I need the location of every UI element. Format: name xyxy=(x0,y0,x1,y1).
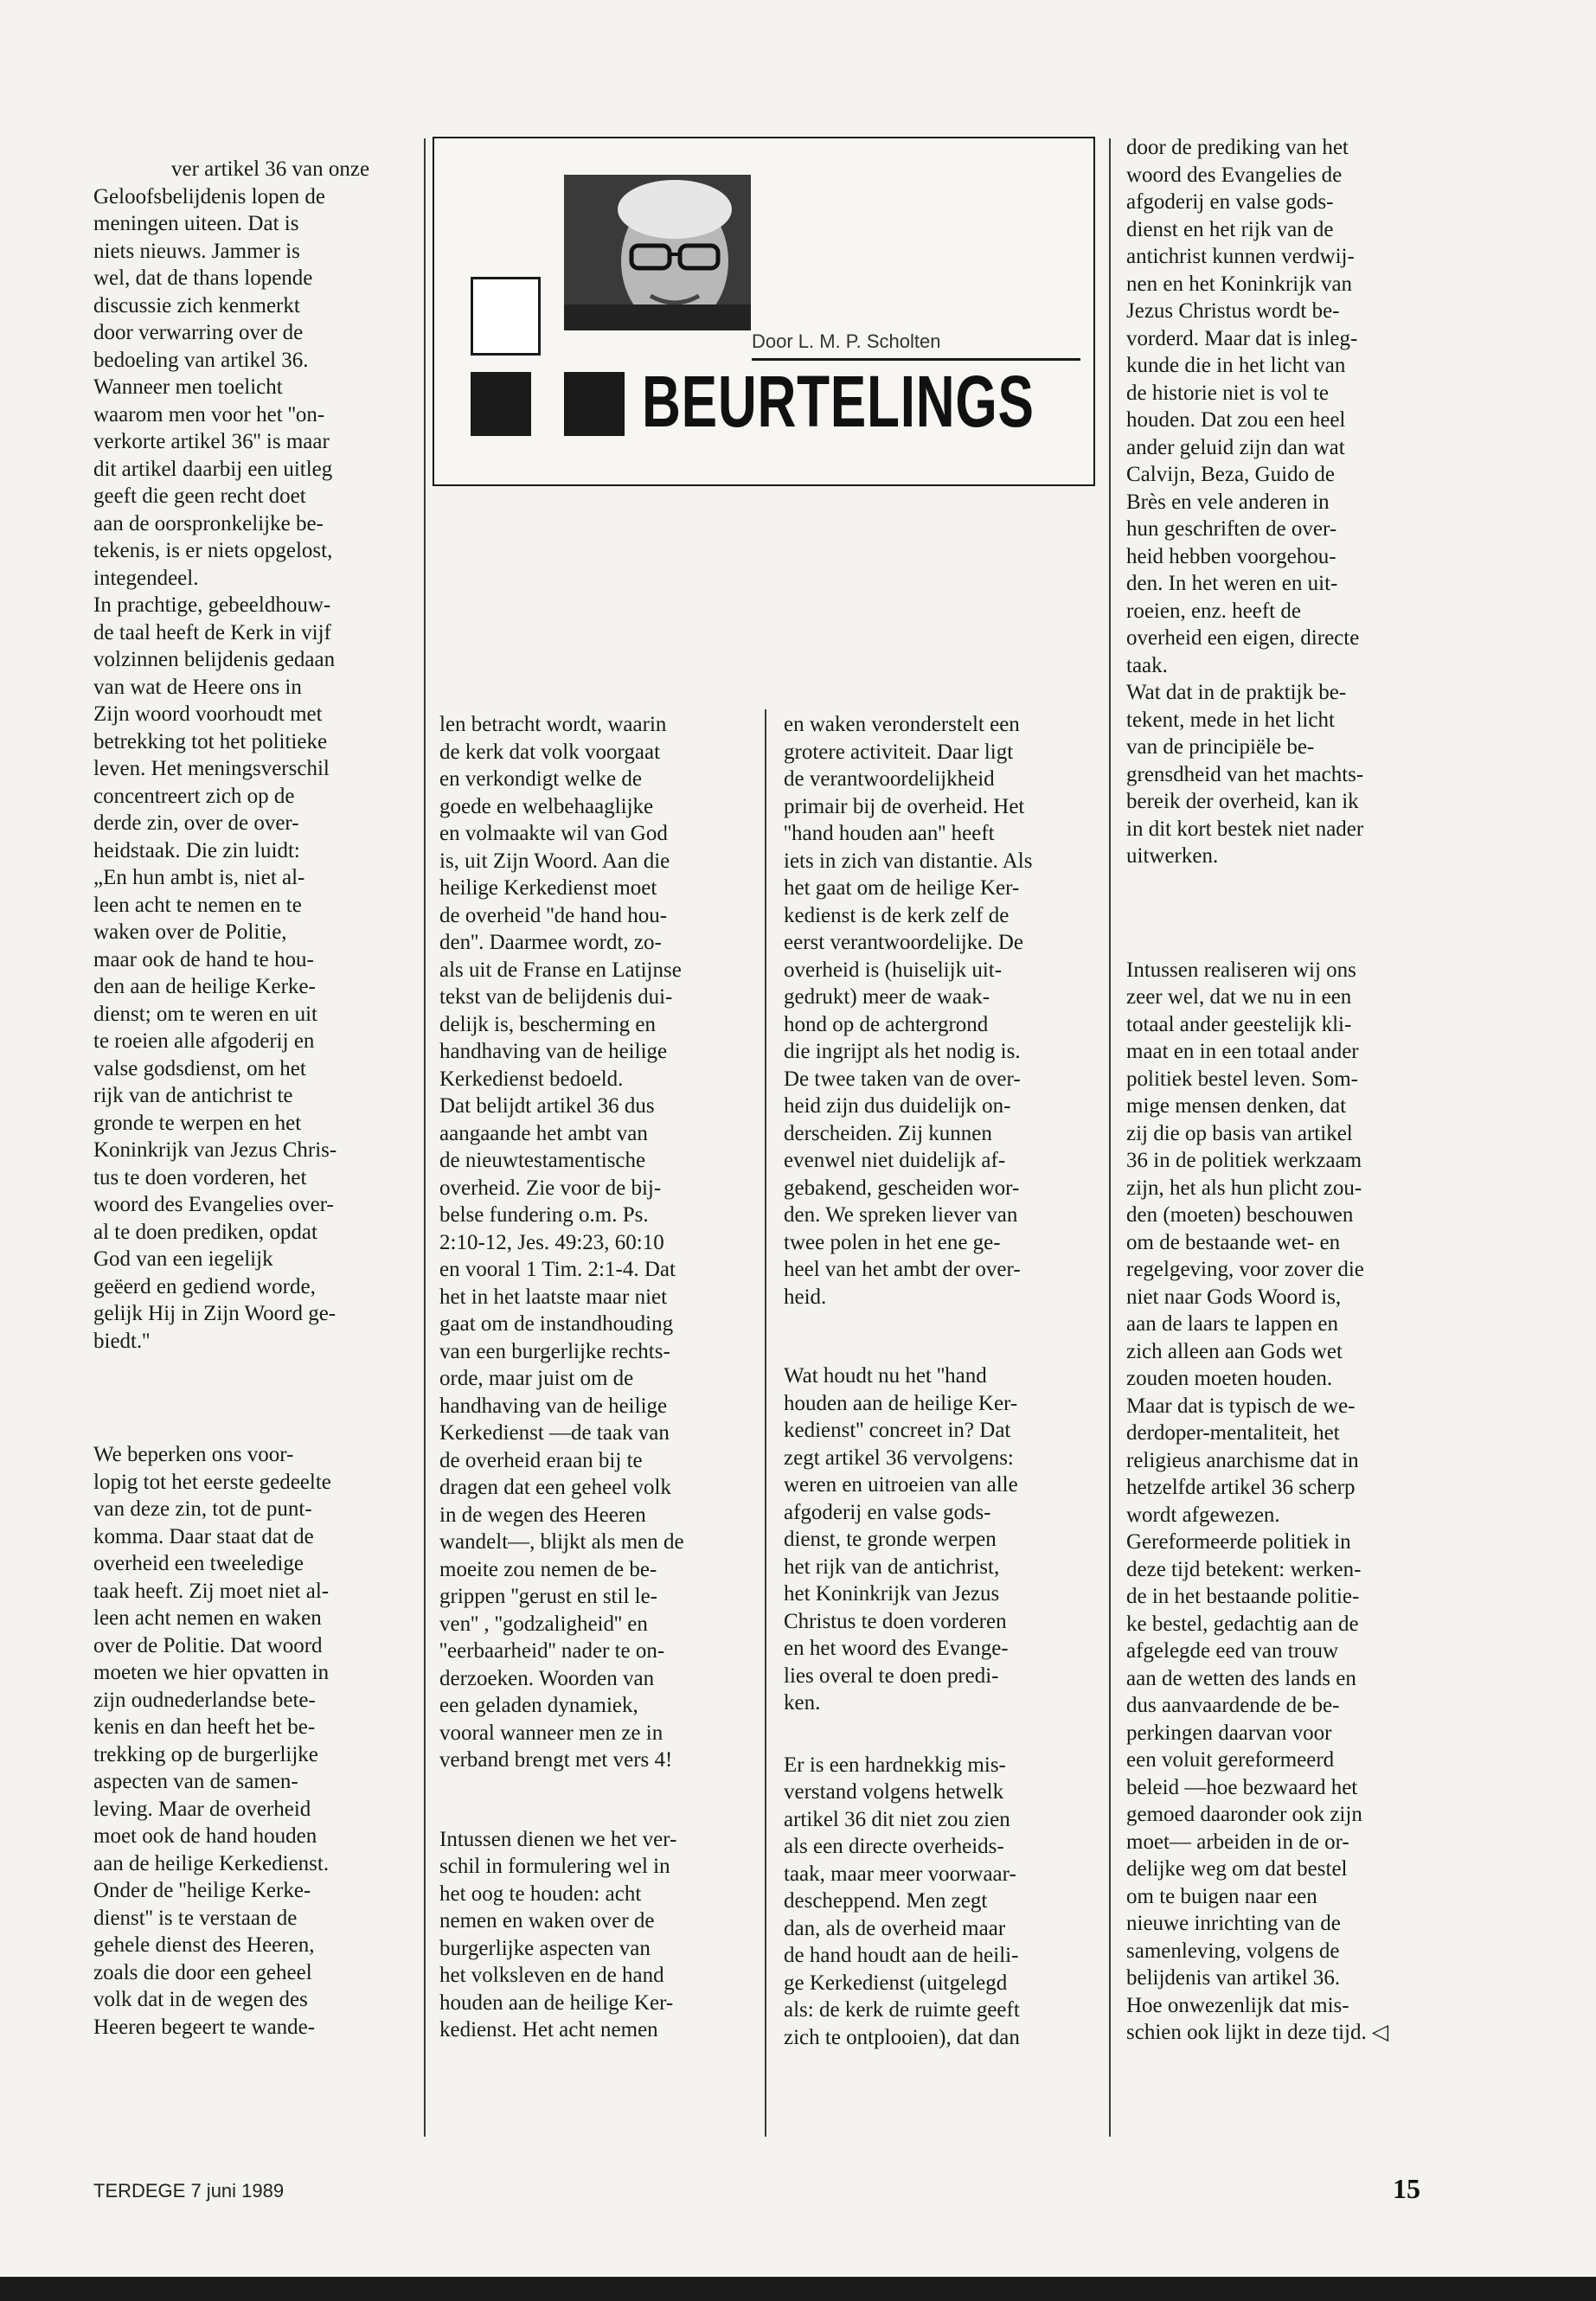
author-byline: Door L. M. P. Scholten xyxy=(752,330,941,352)
article-paragraph: len betracht wordt, waarin de kerk dat volk voorgaat en verkondigt welke de goede en welbehaaglijke en volmaakte wil van God is, uit Zijn Woord. Aan die heilige Kerkedienst moet de overheid ''de hand hou- den''. Daarmee wordt, zo- als uit de Franse en Latijnse tekst van de belijdenis dui- delijk is, bescherming en handhaving van de heilige Kerkedienst bedoeld. Dat belijdt artikel 36 dus aangaande het ambt van de nieuwtestamentische overheid. Zie voor de bij- belse fundering o.m. Ps. 2:10-12, Jes. 49:23, 60:10 en vooral 1 Tim. 2:1-4. Dat het in het laatste maar niet gaat om de instandhouding van een burgerlijke rechts- orde, maar juist om de handhaving van de heilige Kerkedienst —de taak van de overheid eraan bij te dragen dat een geheel volk in de wegen des Heeren wandelt—, blijkt als men de moeite zou nemen de be- grippen ''gerust en stil le- ven'' , ''godzaligheid'' en ''eerbaarheid'' nader te on- derzoeken. Woorden van een geladen dynamiek, vooral wanneer men ze in verband brengt met vers 4! xyxy=(439,713,684,1772)
article-paragraph: ver artikel 36 van onze Geloofsbelijdenis lopen de meningen uiteen. Dat is niets nieuws. Jammer is wel, dat de thans lopende discussie zich kenmerkt door verwarring over de bedoeling van artikel 36. Wanneer men toelicht waarom men voor het ''on- verkorte artikel 36'' is maar dit artikel daarbij een uitleg geeft die geen recht doet aan de oorspronkelijke be- tekenis, is er niets opgelost, integendeel. In prachtige, gebeeldhouw- de taal heeft de Kerk in vijf volzinnen belijdenis gedaan van wat de Heere ons in Zijn woord voorhoudt met betrekking tot het politieke leven. Het meningsverschil concentreert zich op de derde zin, over de over- heidstaak. Die zin luidt: „En hun ambt is, niet al- leen acht te nemen en te waken over de Politie, maar ook de hand te hou- den aan de heilige Kerke- dienst; om te weren en uit te roeien alle afgoderij en valse godsdienst, om het rijk van de antichrist te gronde te werpen en het Koninkrijk van Jezus Chris- tus te doen vorderen, het woord des Evangelies over- al te doen prediken, opdat God van een iegelijk geëerd en gediend worde, gelijk Hij in Zijn Woord ge- biedt.'' xyxy=(93,157,370,1353)
article-column-2 xyxy=(439,711,760,2044)
page-bottom-edge xyxy=(0,2277,1596,2301)
column-divider xyxy=(1109,138,1111,2137)
decorative-black-square xyxy=(471,372,531,436)
article-paragraph: Wat houdt nu het ''hand houden aan de heilige Ker- kedienst'' concreet in? Dat zegt artikel 36 vervolgens: weren en uitroeien van alle afgoderij en valse gods- dienst, te gronde werpen het rijk van de antichrist, het Koninkrijk van Jezus Christus te doen vorderen en het woord des Evange- lies overal te doen predi- ken. xyxy=(784,1364,1018,1715)
article-paragraph: en waken veronderstelt een grotere activiteit. Daar ligt de verantwoordelijkheid primair bij de overheid. Het ''hand houden aan'' heeft iets in zich van distantie. Als het gaat om de heilige Ker- kedienst is de kerk zelf de eerst verantwoordelijke. De overheid is (huiselijk uit- gedrukt) meer de waak- hond op de achtergrond die ingrijpt als het nodig is. De twee taken van de over- heid zijn dus duidelijk on- derscheiden. Zij kunnen evenwel niet duidelijk af- gebakend, gescheiden wor- den. We spreken liever van twee polen in het ene ge- heel van het ambt der over- heid. xyxy=(784,713,1033,1309)
article-column-1 xyxy=(93,156,413,2041)
article-header-box xyxy=(433,137,1095,486)
column-divider xyxy=(765,709,766,2137)
article-paragraph: Intussen realiseren wij ons zeer wel, dat we nu in een totaal ander geestelijk kli- maat en in een totaal ander politiek bestel leven. Som- mige mensen denken, dat zij die op basis van artikel 36 in de politiek werkzaam zijn, het als hun plicht zou- den (moeten) beschouwen om de bestaande wet- en regelgeving, voor zover die niet naar Gods Woord is, aan de laars te lappen en zich alleen aan Gods wet zouden moeten houden. Maar dat is typisch de we- derdoper-mentaliteit, het religieus anarchisme dat in hetzelfde artikel 36 scherp wordt afgewezen. Gereformeerde politiek in deze tijd betekent: werken- de in het bestaande politie- ke bestel, gedachtig aan de afgelegde eed van trouw aan de wetten des lands en dus aanvaardende de be- perkingen daarvan voor een voluit gereformeerd beleid —hoe bezwaard het gemoed daaronder ook zijn moet— arbeiden in de or- delijke weg om dat bestel om te buigen naar een nieuwe inrichting van de samenleving, volgens de belijdenis van artikel 36. Hoe onwezenlijk dat mis- schien ook lijkt in deze tijd. ◁ xyxy=(1126,958,1389,2044)
article-column-4 xyxy=(1126,134,1446,2047)
article-paragraph: door de prediking van het woord des Evangelies de afgoderij en valse gods- dienst en het rijk van de antichrist kunnen verdwij- nen en het Koninkrijk van Jezus Christus wordt be- vorderd. Maar dat is inleg- kunde die in het licht van de historie niet is vol te houden. Dat zou een heel ander geluid zijn dan wat Calvijn, Beza, Guido de Brès en vele anderen in hun geschriften de over- heid hebben voorgehou- den. In het weren en uit- roeien, enz. heeft de overheid een eigen, directe taak. Wat dat in de praktijk be- tekent, mede in het licht van de principiële be- grensdheid van het machts- bereik der overheid, kan ik in dit kort bestek niet nader uitwerken. xyxy=(1126,136,1364,868)
column-divider xyxy=(424,138,426,2137)
publication-footer: TERDEGE 7 juni 1989 xyxy=(93,2180,285,2202)
article-column-3 xyxy=(784,711,1104,2051)
page-number: 15 xyxy=(1393,2173,1420,2204)
article-paragraph: Er is een hardnekkig mis- verstand volgens hetwelk artikel 36 dit niet zou zien als een directe overheids- taak, maar meer voorwaar- descheppend. Men zegt dan, als de overheid maar de hand houdt aan de heili- ge Kerkedienst (uitgelegd als: de kerk de ruimte geeft zich te ontplooien), dat dan xyxy=(784,1753,1020,2049)
author-portrait-photo xyxy=(564,175,751,330)
article-paragraph: Intussen dienen we het ver- schil in formulering wel in het oog te houden: acht nemen en waken over de burgerlijke aspecten van het volksleven en de hand houden aan de heilige Ker- kedienst. Het acht nemen xyxy=(439,1827,677,2041)
portrait-icon xyxy=(564,175,751,330)
article-paragraph: We beperken ons voor- lopig tot het eerste gedeelte van deze zin, tot de punt- komma. Daar staat dat de overheid een tweeledige taak heeft. Zij moet niet al- leen acht nemen en waken over de Politie. Dat woord moeten we hier opvatten in zijn oudnederlandse bete- kenis en dan heeft het be- trekking op de burgerlijke aspecten van de samen- leving. Maar de overheid moet ook de hand houden aan de heilige Kerkedienst. Onder de ''heilige Kerke- dienst'' is te verstaan de gehele dienst des Heeren, zoals die door een geheel volk dat in de wegen des Heeren begeert te wande- xyxy=(93,1443,331,2039)
article-title: BEURTELINGS xyxy=(642,361,1035,442)
decorative-white-square xyxy=(471,277,541,356)
decorative-black-square xyxy=(564,372,625,436)
